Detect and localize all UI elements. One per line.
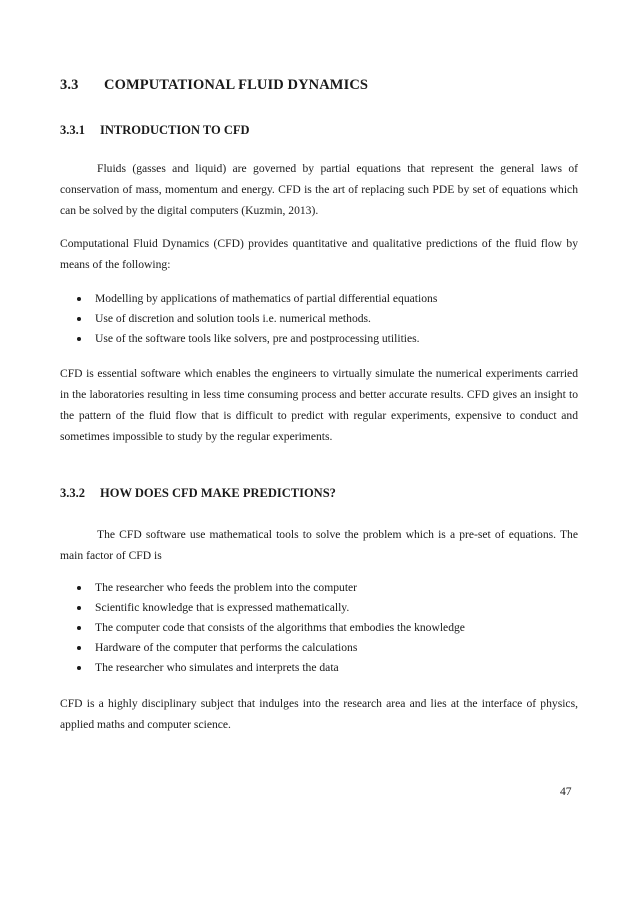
paragraph-fluids: Fluids (gasses and liquid) are governed by partial equations that represent the general laws of conservation of mass, momentum and energy. CFD is the art of replacing such PDE by set of equations which can be solved by the digital computers (Kuzmin, 2013).	[60, 162, 578, 217]
page-number: 47	[560, 785, 572, 798]
bullet-icon	[77, 337, 81, 341]
bullet-icon	[77, 317, 81, 321]
list-item: Use of discretion and solution tools i.e. numerical methods.	[60, 309, 578, 329]
list-item: Modelling by applications of mathematics of partial differential equations	[60, 289, 578, 309]
subsection-number: 3.3.2	[60, 486, 85, 500]
bullet-icon	[77, 297, 81, 301]
list-item: The computer code that consists of the algorithms that embodies the knowledge	[60, 618, 578, 638]
list-item: Scientific knowledge that is expressed mathematically.	[60, 598, 578, 618]
section-title: COMPUTATIONAL FLUID DYNAMICS	[104, 77, 369, 93]
section-number: 3.3	[60, 77, 79, 93]
list-item: The researcher who simulates and interprets the data	[60, 658, 578, 678]
list-item: The researcher who feeds the problem into the computer	[60, 578, 578, 598]
section-heading	[60, 77, 368, 94]
bullet-icon	[77, 646, 81, 650]
bullet-icon	[77, 586, 81, 590]
subsection-title: INTRODUCTION TO CFD	[100, 123, 250, 137]
subsection-title: HOW DOES CFD MAKE PREDICTIONS?	[100, 486, 336, 500]
paragraph-cfd-disciplinary: CFD is a highly disciplinary subject that indulges into the research area and lies at the interface of physics, applied maths and computer science.	[60, 697, 578, 731]
subsection-heading-predictions	[60, 486, 336, 501]
bullet-icon	[77, 626, 81, 630]
paragraph-cfd-software: The CFD software use mathematical tools to solve the problem which is a pre-set of equations. The main factor of CFD is	[60, 528, 578, 562]
bullet-list-cfd-factors	[60, 578, 578, 678]
subsection-number: 3.3.1	[60, 123, 85, 137]
bullet-icon	[77, 666, 81, 670]
bullet-icon	[77, 606, 81, 610]
bullet-list-cfd-means	[60, 289, 578, 349]
list-item: Hardware of the computer that performs the calculations	[60, 638, 578, 658]
paragraph-cfd-essential: CFD is essential software which enables the engineers to virtually simulate the numerical experiments carried in the laboratories resulting in less time consuming process and better accurate results. CFD gives an insight to the pattern of the fluid flow that is difficult to predict with regular experiments, expensive to conduct and sometimes impossible to study by the regular experiments.	[60, 367, 578, 443]
subsection-heading-intro	[60, 123, 250, 138]
list-item: Use of the software tools like solvers, pre and postprocessing utilities.	[60, 329, 578, 349]
paragraph-cfd-predictions: Computational Fluid Dynamics (CFD) provides quantitative and qualitative predictions of the fluid flow by means of the following:	[60, 237, 578, 271]
